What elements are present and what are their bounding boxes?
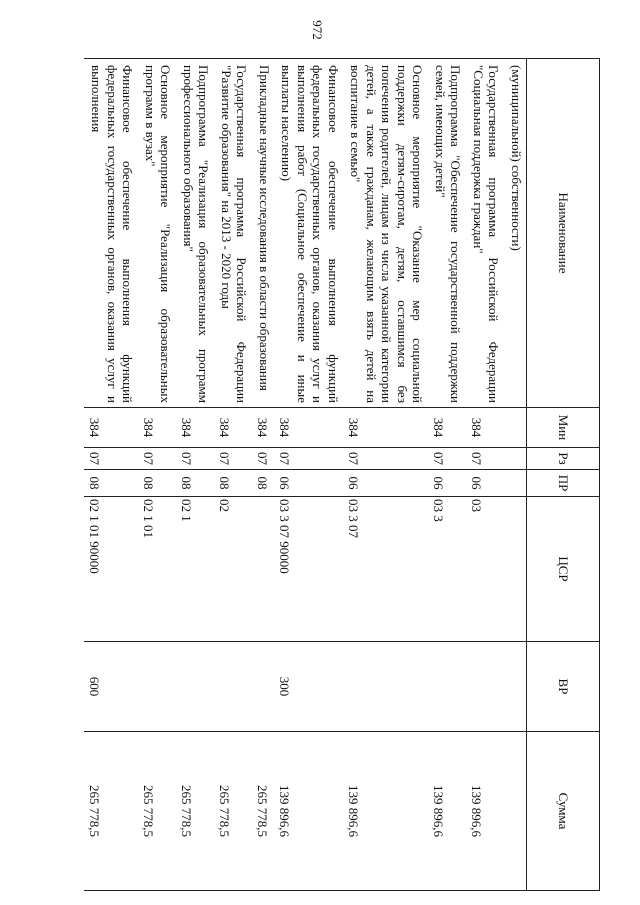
row-min: 384 — [214, 408, 252, 448]
header-row — [527, 59, 600, 891]
row-min: 384 — [274, 408, 343, 448]
row-rz: 07 — [84, 448, 138, 470]
row-sum: 265 778,5 — [214, 732, 252, 891]
row-vr — [176, 642, 214, 732]
row-vr: 600 — [84, 642, 138, 732]
row-pr: 08 — [84, 470, 138, 497]
budget-table — [84, 58, 600, 891]
row-min: 384 — [138, 408, 176, 448]
row-name: (муниципальной) собственности) — [504, 59, 527, 408]
row-min: 384 — [428, 408, 466, 448]
row-min: 384 — [252, 408, 275, 448]
table-row — [138, 59, 176, 891]
row-name: Прикладные научные исследования в области образования — [252, 59, 275, 408]
row-vr — [428, 642, 466, 732]
row-pr: 08 — [252, 470, 275, 497]
row-vr — [252, 642, 275, 732]
row-csr: 03 — [466, 497, 504, 642]
header-min: Мин — [527, 408, 600, 448]
table-row — [343, 59, 428, 891]
row-rz: 07 — [252, 448, 275, 470]
table-row — [504, 59, 527, 891]
row-rz: 07 — [428, 448, 466, 470]
row-rz: 07 — [466, 448, 504, 470]
header-sum: Сумма — [527, 732, 600, 891]
row-pr — [504, 470, 527, 497]
row-min: 384 — [466, 408, 504, 448]
row-name: Государственная программа Российской Федерации "Социальная поддержка граждан" — [466, 59, 504, 408]
row-min: 384 — [84, 408, 138, 448]
row-pr: 06 — [274, 470, 343, 497]
header-rz: Рз — [527, 448, 600, 470]
row-pr: 06 — [466, 470, 504, 497]
row-name: Финансовое обеспечение выполнения функций федеральных государственных органов, оказания услуг и выполнения — [84, 59, 138, 408]
row-csr: 03 3 07 90000 — [274, 497, 343, 642]
row-sum — [504, 732, 527, 891]
header-pr: ПР — [527, 470, 600, 497]
row-csr: 02 1 01 90000 — [84, 497, 138, 642]
row-name: Финансовое обеспечение выполнения функций федеральных государственных органов, оказания услуг и выполнения работ (Социальное обеспечение и иные выплаты населению) — [274, 59, 343, 408]
row-pr: 08 — [214, 470, 252, 497]
header-name: Наименование — [527, 59, 600, 408]
row-sum: 139 896,6 — [428, 732, 466, 891]
row-csr: 03 3 — [428, 497, 466, 642]
row-vr — [214, 642, 252, 732]
row-rz: 07 — [214, 448, 252, 470]
table-row — [274, 59, 343, 891]
row-min: 384 — [343, 408, 428, 448]
row-vr: 300 — [274, 642, 343, 732]
page-number: 972 — [309, 20, 325, 40]
row-sum: 139 896,6 — [343, 732, 428, 891]
row-name: Государственная программа Российской Федерации "Развитие образования" на 2013 - 2020 годы — [214, 59, 252, 408]
row-csr: 02 1 — [176, 497, 214, 642]
row-pr: 06 — [428, 470, 466, 497]
budget-table-rotated — [87, 58, 600, 890]
row-csr: 03 3 07 — [343, 497, 428, 642]
table-row — [466, 59, 504, 891]
row-min — [504, 408, 527, 448]
row-vr — [343, 642, 428, 732]
row-name: Основное мероприятие "Реализация образовательных программ в вузах" — [138, 59, 176, 408]
row-vr — [466, 642, 504, 732]
row-rz: 07 — [176, 448, 214, 470]
row-csr: 02 1 01 — [138, 497, 176, 642]
row-csr — [504, 497, 527, 642]
row-rz — [504, 448, 527, 470]
header-vr: ВР — [527, 642, 600, 732]
row-sum: 265 778,5 — [138, 732, 176, 891]
table-row — [84, 59, 138, 891]
table-row — [428, 59, 466, 891]
row-rz: 07 — [343, 448, 428, 470]
row-sum: 265 778,5 — [84, 732, 138, 891]
row-vr — [504, 642, 527, 732]
header-csr: ЦСР — [527, 497, 600, 642]
row-csr: 02 — [214, 497, 252, 642]
row-pr: 06 — [343, 470, 428, 497]
row-sum: 265 778,5 — [176, 732, 214, 891]
row-name: Подпрограмма "Обеспечение государственной поддержки семей, имеющих детей" — [428, 59, 466, 408]
row-vr — [138, 642, 176, 732]
table-row — [176, 59, 214, 891]
table-row — [214, 59, 252, 891]
row-name: Основное мероприятие "Оказание мер социальной поддержки детям-сиротам, детям, оставшимся без попечения родителей, лицам из числа указанной категории детей, а также гражданам, желающим взять детей на воспитание в семью" — [343, 59, 428, 408]
row-sum: 265 778,5 — [252, 732, 275, 891]
table-row — [252, 59, 275, 891]
row-rz: 07 — [274, 448, 343, 470]
row-sum: 139 896,6 — [466, 732, 504, 891]
row-min: 384 — [176, 408, 214, 448]
row-pr: 08 — [176, 470, 214, 497]
row-sum: 139 896,6 — [274, 732, 343, 891]
row-csr — [252, 497, 275, 642]
row-rz: 07 — [138, 448, 176, 470]
row-pr: 08 — [138, 470, 176, 497]
row-name: Подпрограмма "Реализация образовательных программ профессионального образования" — [176, 59, 214, 408]
